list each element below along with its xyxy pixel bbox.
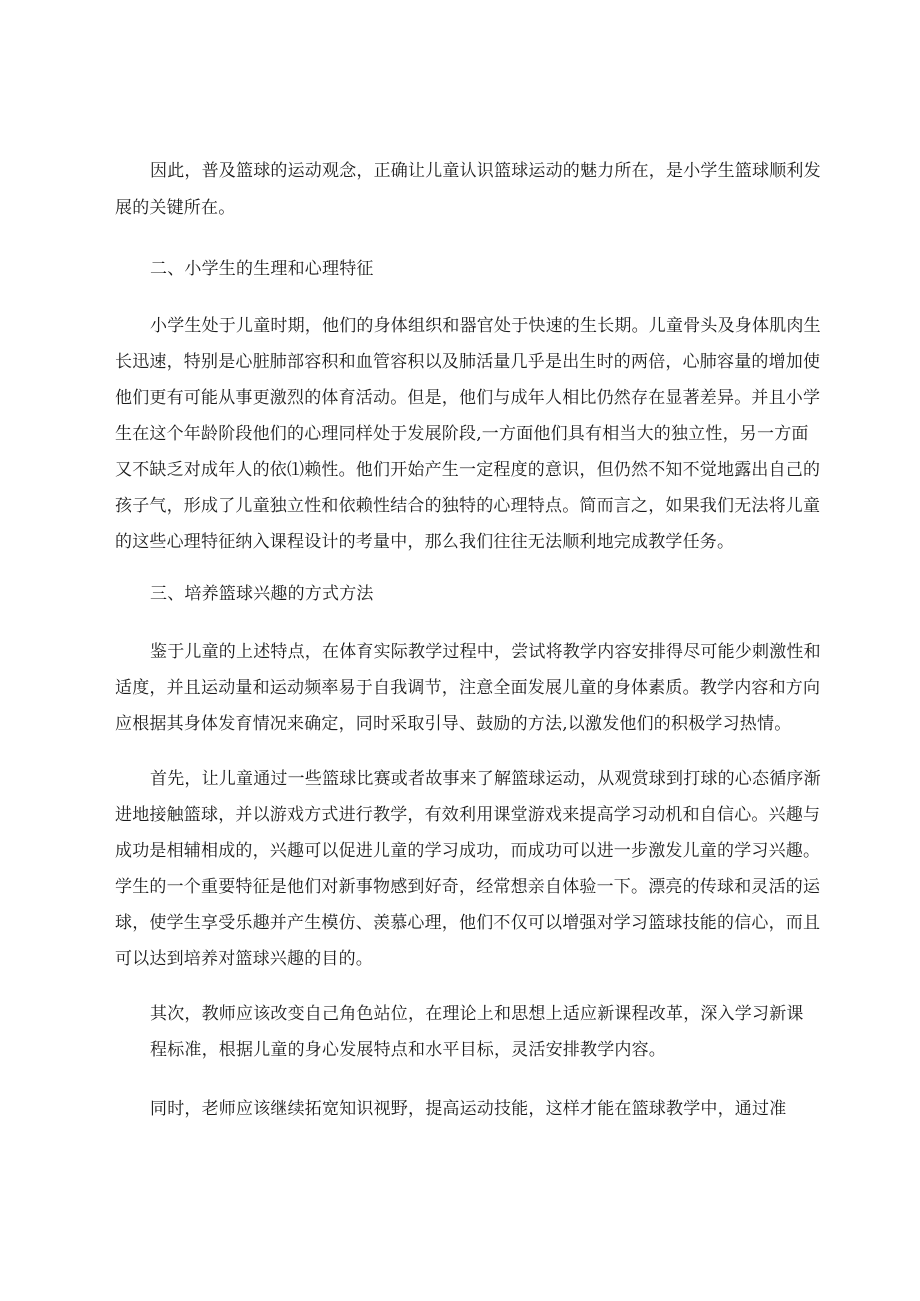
section-heading-2: 二、小学生的生理和心理特征	[150, 259, 374, 279]
paragraph-1-line-1: 因此，普及篮球的运动观念，正确让儿童认识篮球运动的魅力所在，是小学生篮球顺利发	[150, 161, 821, 181]
paragraph-2-line-5: 又不缺乏对成年人的依⑴赖性。他们开始产生一定程度的意识，但仍然不知不觉地露出自己的	[115, 460, 821, 480]
paragraph-4-line-6: 可以达到培养对篮球兴趣的目的。	[115, 949, 373, 969]
paragraph-5-line-2: 程标准，根据儿童的身心发展特点和水平目标，灵活安排教学内容。	[150, 1040, 666, 1060]
paragraph-4-line-1: 首先，让儿童通过一些篮球比赛或者故事来了解篮球运动，从观赏球到打球的心态循序渐	[150, 769, 821, 789]
paragraph-4-line-2: 进地接触篮球，并以游戏方式进行教学，有效利用课堂游戏来提高学习动机和自信心。兴趣与	[115, 805, 821, 825]
paragraph-4-line-4: 学生的一个重要特征是他们对新事物感到好奇，经常想亲自体验一下。漂亮的传球和灵活的运	[115, 877, 821, 897]
section-heading-3: 三、培养篮球兴趣的方式方法	[150, 584, 374, 604]
paragraph-2-line-1: 小学生处于儿童时期，他们的身体组织和器官处于快速的生长期。儿童骨头及身体肌肉生	[150, 316, 821, 336]
paragraph-2-line-3: 他们更有可能从事更激烈的体育活动。但是，他们与成年人相比仍然存在显著差异。并且小学	[115, 388, 821, 408]
paragraph-2-line-7: 的这些心理特征纳入课程设计的考量中，那么我们往往无法顺利地完成教学任务。	[115, 532, 735, 552]
paragraph-1-line-2: 展的关键所在。	[115, 198, 236, 218]
paragraph-5-line-1: 其次，教师应该改变自己角色站位，在理论上和思想上适应新课程改革，深入学习新课	[150, 1004, 804, 1024]
paragraph-2-line-6: 孩子气，形成了儿童独立性和依赖性结合的独特的心理特点。简而言之，如果我们无法将儿童	[115, 496, 821, 516]
paragraph-6-line-1: 同时，老师应该继续拓宽知识视野，提高运动技能，这样才能在篮球教学中，通过准	[150, 1099, 787, 1119]
paragraph-3-line-2: 适度，并且运动量和运动频率易于自我调节，注意全面发展儿童的身体素质。教学内容和方向	[115, 678, 821, 698]
paragraph-2-line-2: 长迅速，特别是心脏肺部容积和血管容积以及肺活量几乎是出生时的两倍，心肺容量的增加使	[115, 352, 821, 372]
paragraph-3-line-3: 应根据其身体发育情况来确定，同时采取引导、鼓励的方法,以激发他们的积极学习热情。	[115, 714, 792, 734]
paragraph-3-line-1: 鉴于儿童的上述特点，在体育实际教学过程中，尝试将教学内容安排得尽可能少刺激性和	[150, 642, 821, 662]
paragraph-4-line-5: 球，使学生享受乐趣并产生模仿、羡慕心理，他们不仅可以增强对学习篮球技能的信心，而且	[115, 913, 821, 933]
paragraph-2-line-4: 生在这个年龄阶段他们的心理同样处于发展阶段,一方面他们具有相当大的独立性，另一方面	[115, 424, 809, 444]
paragraph-4-line-3: 成功是相辅相成的，兴趣可以促进儿童的学习成功，而成功可以进一步激发儿童的学习兴趣。	[115, 841, 821, 861]
